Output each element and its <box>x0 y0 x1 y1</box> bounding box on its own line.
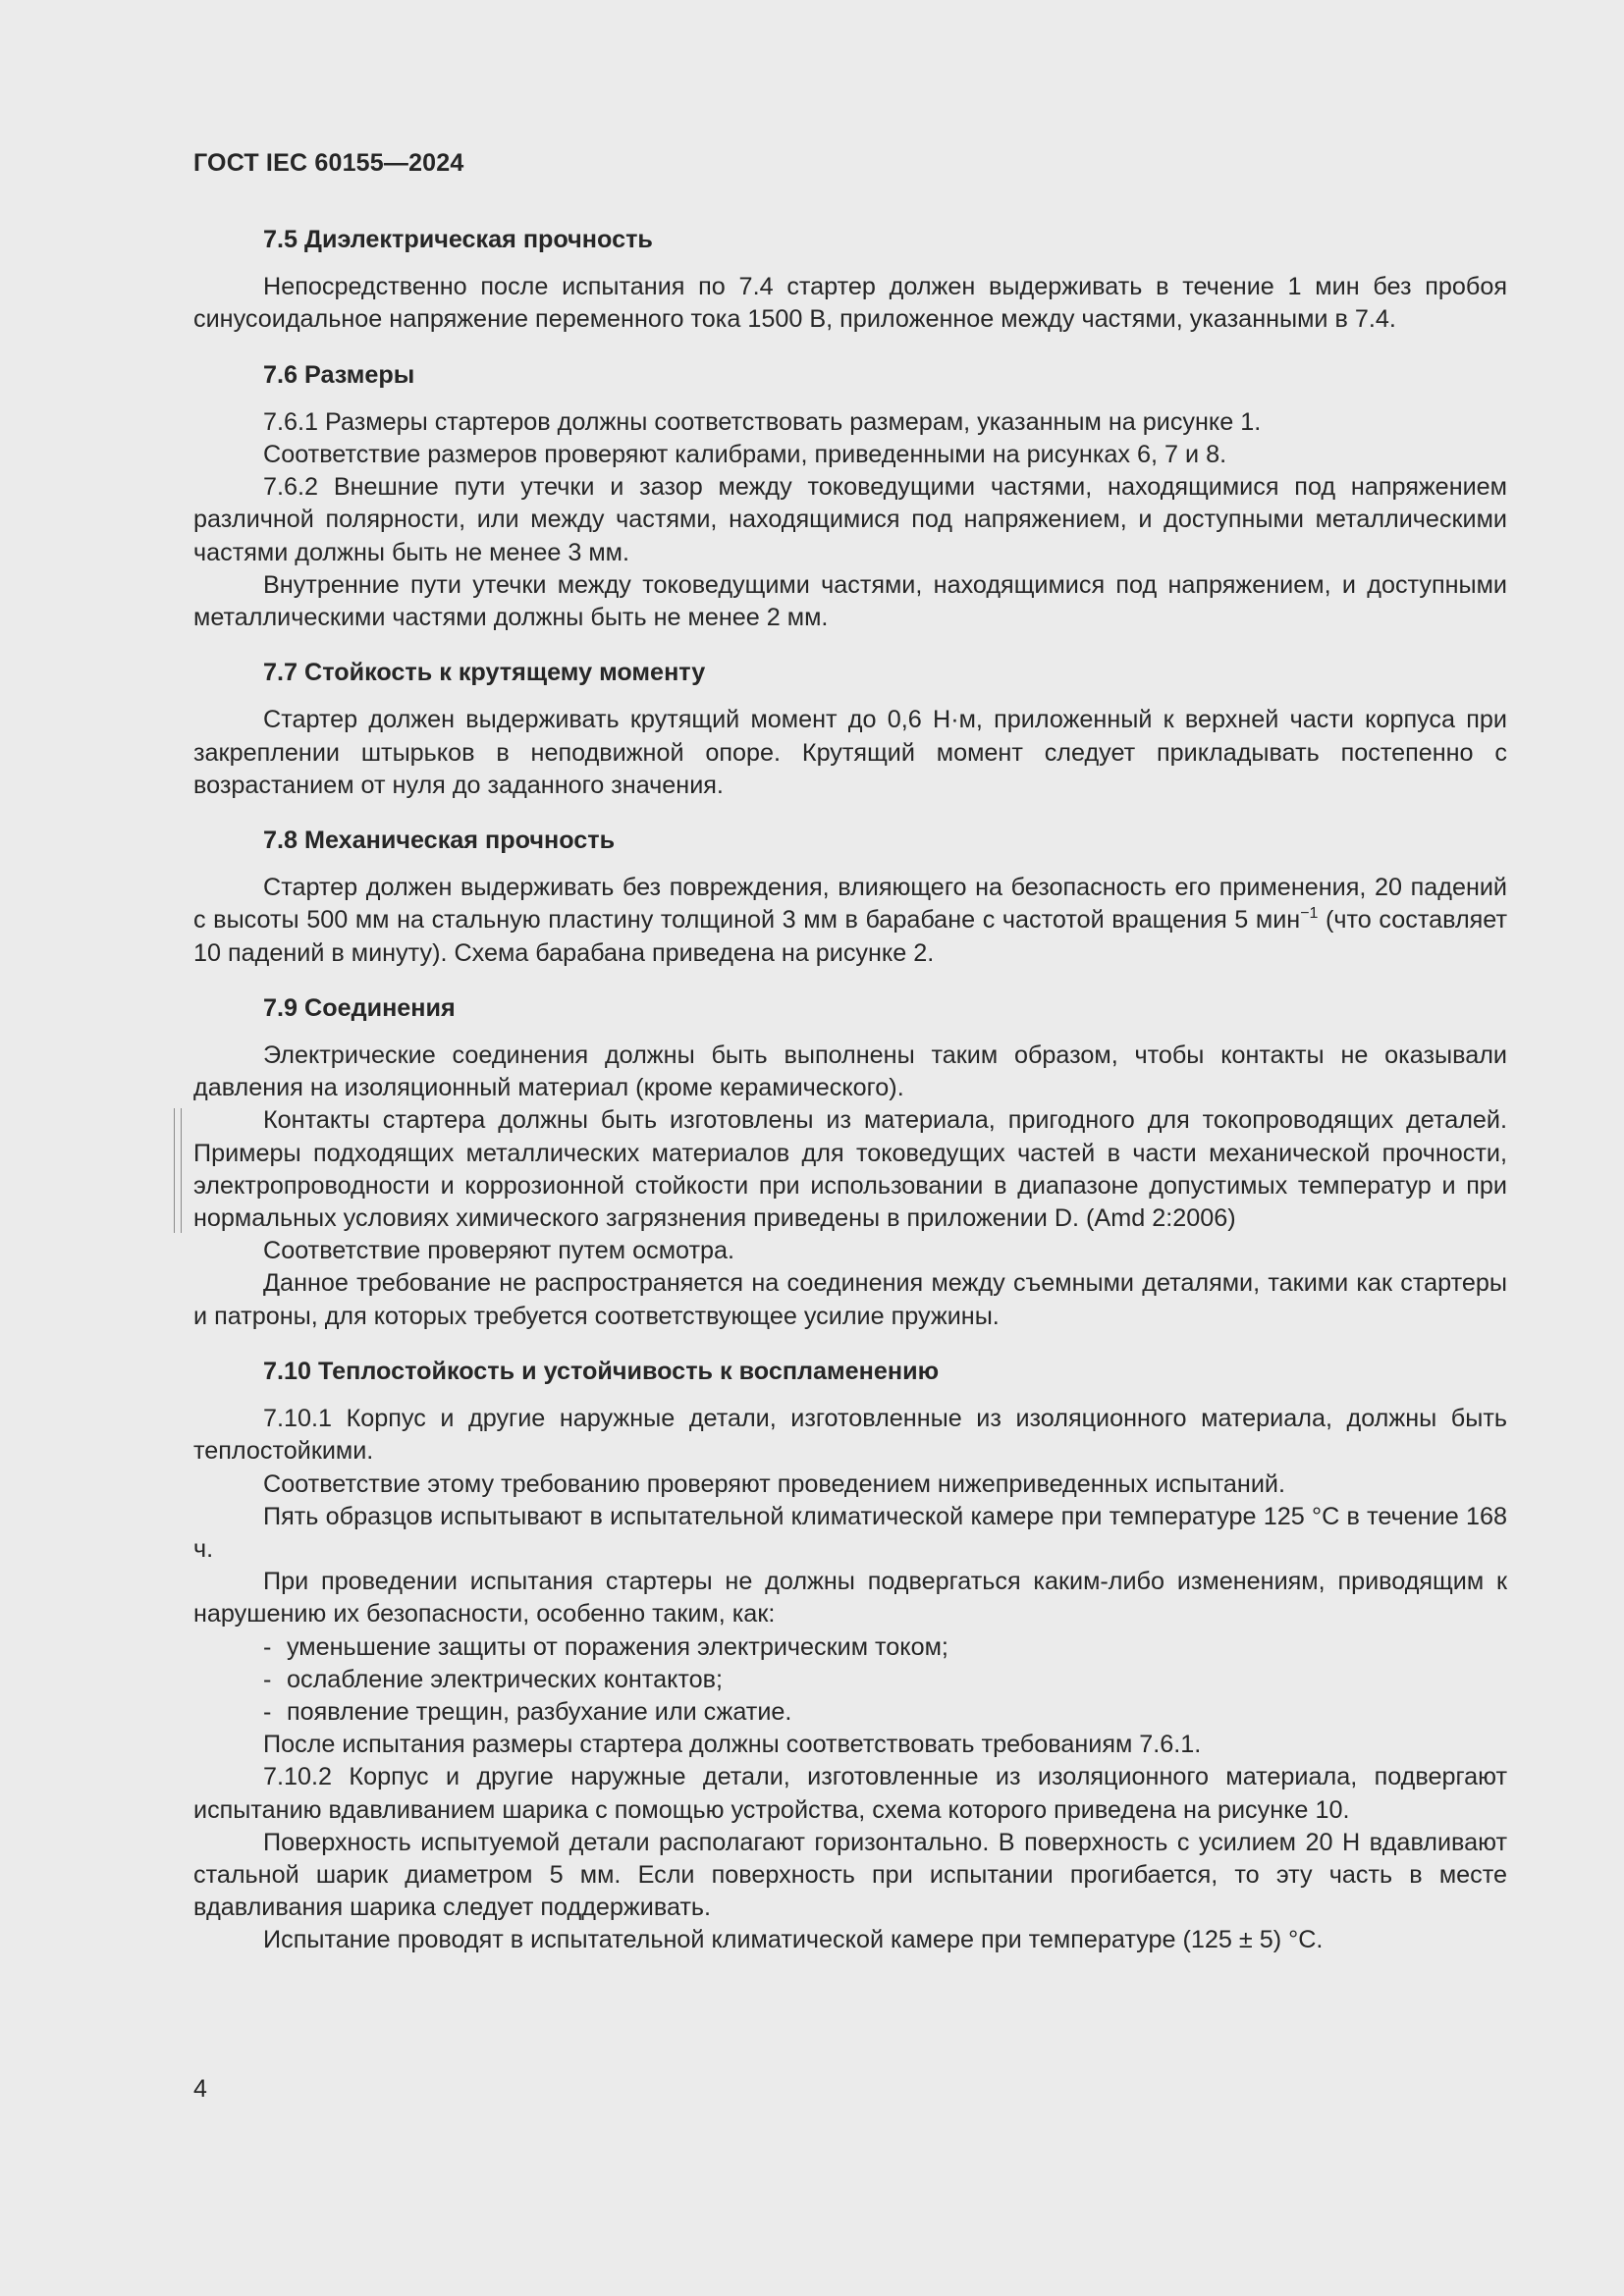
paragraph-7-5-1: Непосредственно после испытания по 7.4 стартер должен выдерживать в течение 1 мин без пробоя синусоидальное напряжение переменного тока 1500 В, приложенное между частями, указанными в 7.4. <box>193 273 1507 334</box>
list-item-text: появление трещин, разбухание или сжатие. <box>287 1697 792 1726</box>
paragraph-7-10-1-after-test: После испытания размеры стартера должны соответствовать требованиям 7.6.1. <box>263 1731 1202 1759</box>
section-heading-7-5: 7.5 Диэлектрическая прочность <box>263 226 653 253</box>
section-heading-7-7: 7.7 Стойкость к крутящему моменту <box>263 659 706 687</box>
paragraph-7-10-2-temperature: Испытание проводят в испытательной климатической камере при температуре (125 ± 5) °С. <box>263 1926 1324 1954</box>
page-number: 4 <box>193 2075 207 2103</box>
paragraph-7-9-3: Соответствие проверяют путем осмотра. <box>263 1237 735 1265</box>
paragraph-7-8-1-text-end: (что составляет 10 падений в минуту). Схема барабана приведена на рисунке 2. <box>193 906 1507 967</box>
paragraph-7-10-2: 7.10.2 Корпус и другие наружные детали, изготовленные из изоляционного материала, подвергают испытанию вдавливанием шарика с помощью устройства, схема которого приведена на рисунке 10. <box>193 1763 1507 1824</box>
paragraph-7-10-1: 7.10.1 Корпус и другие наружные детали, изготовленные из изоляционного материала, должны быть теплостойкими. <box>193 1405 1507 1466</box>
list-item <box>193 1696 1507 1729</box>
paragraph-7-8-1 <box>193 872 1507 970</box>
section-heading-7-8: 7.8 Механическая прочность <box>263 827 616 855</box>
paragraph-7-6-2: 7.6.2 Внешние пути утечки и зазор между токоведущими частями, находящимися под напряжением различной полярности, или между частями, находящимися под напряжением, и доступными металлическими частями должны быть не менее 3 мм. <box>193 473 1507 566</box>
section-heading-7-10: 7.10 Теплостойкость и устойчивость к воспламенению <box>263 1357 940 1385</box>
paragraph-7-7-1: Стартер должен выдерживать крутящий момент до 0,6 Н·м, приложенный к верхней части корпуса при закреплении штырьков в неподвижной опоре. Крутящий момент следует прикладывать постепенно с возрастанием от нуля до заданного значения. <box>193 706 1507 799</box>
change-bar <box>174 1108 182 1233</box>
list-item <box>193 1631 1507 1664</box>
unit-exponent: −1 <box>1300 905 1319 923</box>
paragraph-7-8-1-text: Стартер должен выдерживать без повреждения, влияющего на безопасность его применения, 20 падений с высоты 500 мм на стальную пластину толщиной 3 мм в барабане с частотой вращения 5 мин <box>193 874 1507 934</box>
section-heading-7-9: 7.9 Соединения <box>263 993 456 1022</box>
paragraph-7-10-1-samples: Пять образцов испытывают в испытательной климатической камере при температуре 125 °С в течение 168 ч. <box>193 1502 1507 1563</box>
paragraph-7-10-1-check: Соответствие этому требованию проверяют проведением нижеприведенных испытаний. <box>263 1469 1285 1498</box>
document-body <box>193 224 1507 1957</box>
paragraph-7-6-1: 7.6.1 Размеры стартеров должны соответствовать размерам, указанным на рисунке 1. <box>263 407 1262 436</box>
list-bullet-dash: - <box>263 1665 272 1693</box>
paragraph-7-9-4: Данное требование не распространяется на соединения между съемными деталями, такими как стартеры и патроны, для которых требуется соответствующее усилие пружины. <box>193 1269 1507 1330</box>
paragraph-7-9-2: Контакты стартера должны быть изготовлены из материала, пригодного для токопроводящих деталей. Примеры подходящих металлических материалов для токоведущих частей в части механической прочности, электропроводности и коррозионной стойкости при использовании в диапазоне допустимых температур и при нормальных условиях химического загрязнения приведены в приложении D. (Amd 2:2006) <box>193 1106 1507 1233</box>
document-header-title: ГОСТ IEC 60155—2024 <box>193 149 464 177</box>
list-bullet-dash: - <box>263 1632 272 1661</box>
list-item-text: ослабление электрических контактов; <box>287 1665 724 1693</box>
paragraph-7-10-2-surface: Поверхность испытуемой детали располагают горизонтально. В поверхность с усилием 20 Н вдавливают стальной шарик диаметром 5 мм. Если поверхность при испытании прогибается, то эту часть в месте вдавливания шарика следует поддерживать. <box>193 1828 1507 1922</box>
list-item-text: уменьшение защиты от поражения электрическим током; <box>287 1632 948 1661</box>
amended-block <box>193 1104 1507 1235</box>
paragraph-7-10-1-requirements: При проведении испытания стартеры не должны подвергаться каким-либо изменениям, приводящим к нарушению их безопасности, особенно таким, как: <box>193 1568 1507 1629</box>
section-heading-7-6: 7.6 Размеры <box>263 360 415 389</box>
list-bullet-dash: - <box>263 1697 272 1726</box>
paragraph-7-6-2-internal: Внутренние пути утечки между токоведущими частями, находящимися под напряжением, и доступными металлическими частями должны быть не менее 2 мм. <box>193 570 1507 632</box>
paragraph-7-6-1-check: Соответствие размеров проверяют калибрами, приведенными на рисунках 6, 7 и 8. <box>263 441 1227 469</box>
list-item <box>193 1664 1507 1696</box>
paragraph-7-9-1: Электрические соединения должны быть выполнены таким образом, чтобы контакты не оказывали давления на изоляционный материал (кроме керамического). <box>193 1041 1507 1102</box>
